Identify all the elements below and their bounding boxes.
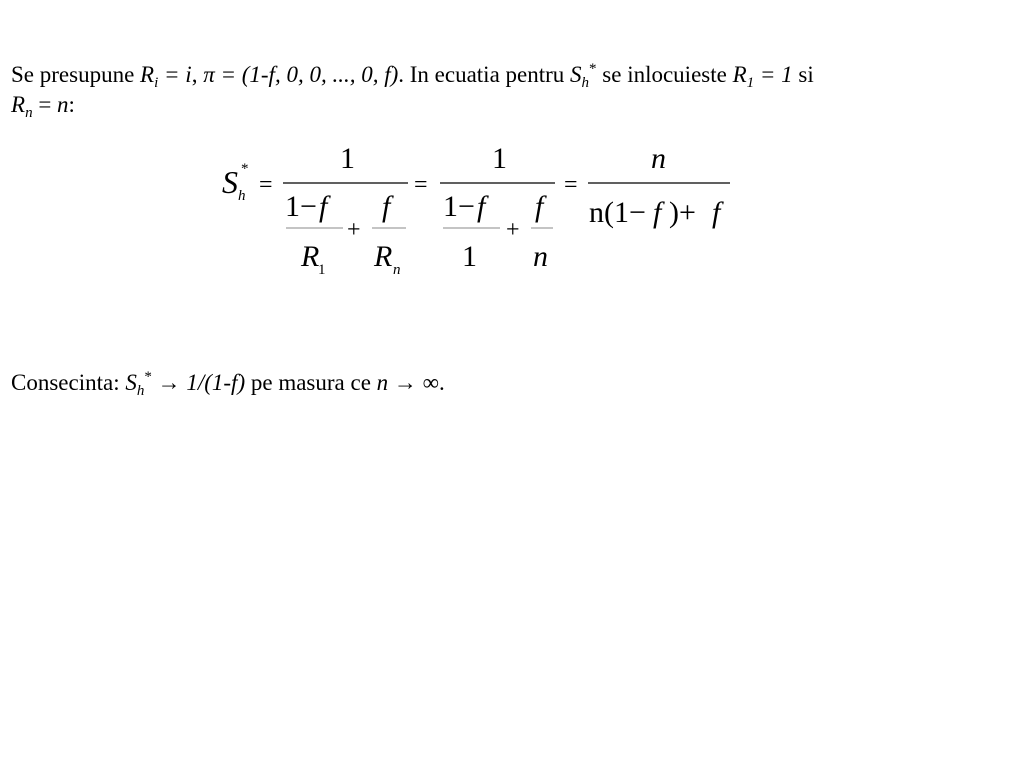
frac3-f: f xyxy=(653,196,662,229)
lhs-S: S xyxy=(222,164,238,200)
lhs-star: * xyxy=(241,161,249,177)
frac2-plus: + xyxy=(506,217,520,243)
conclusion-paragraph: Consecinta: $S_h^* \to 1/(1-f)$ pe masura ce n → ∞. xyxy=(11,369,445,399)
frac1-plus: + xyxy=(347,217,361,243)
lhs-h: h xyxy=(238,188,246,204)
frac1-R1-sub: 1 xyxy=(318,262,326,278)
frac1-f-num: f xyxy=(382,190,391,223)
frac1-numerator: 1 xyxy=(340,142,355,175)
frac3-f-end: f xyxy=(712,196,721,229)
equals-3: = xyxy=(564,172,578,198)
frac2-one-minus: 1− xyxy=(443,190,475,223)
frac2-numerator: 1 xyxy=(492,142,507,175)
frac2-f: f xyxy=(477,190,486,223)
frac1-f: f xyxy=(319,190,328,223)
equals-1: = xyxy=(259,172,273,198)
intro-line-2: $R_n = n$: xyxy=(11,92,75,121)
equals-2: = xyxy=(414,172,428,198)
frac1-Rn-sub: n xyxy=(393,262,401,278)
frac1-one-minus: 1− xyxy=(285,190,317,223)
frac2-f-num: f xyxy=(535,190,544,223)
frac3-numerator: n xyxy=(651,142,666,175)
frac1-R1: R xyxy=(301,240,320,273)
frac1-Rn: R xyxy=(374,240,393,273)
frac3-paren-plus: )+ xyxy=(669,196,696,229)
frac3-n-paren: n(1− xyxy=(589,196,646,229)
frac2-n: n xyxy=(533,240,548,273)
intro-line-1: Se presupune $R_i = i$, π = (1-f, 0, 0, ..., 0, f). In ecuatia pentru $S_h^*$ se inlocuieste $R_1 = 1$ si xyxy=(11,61,814,91)
frac2-denom-one: 1 xyxy=(462,240,477,273)
